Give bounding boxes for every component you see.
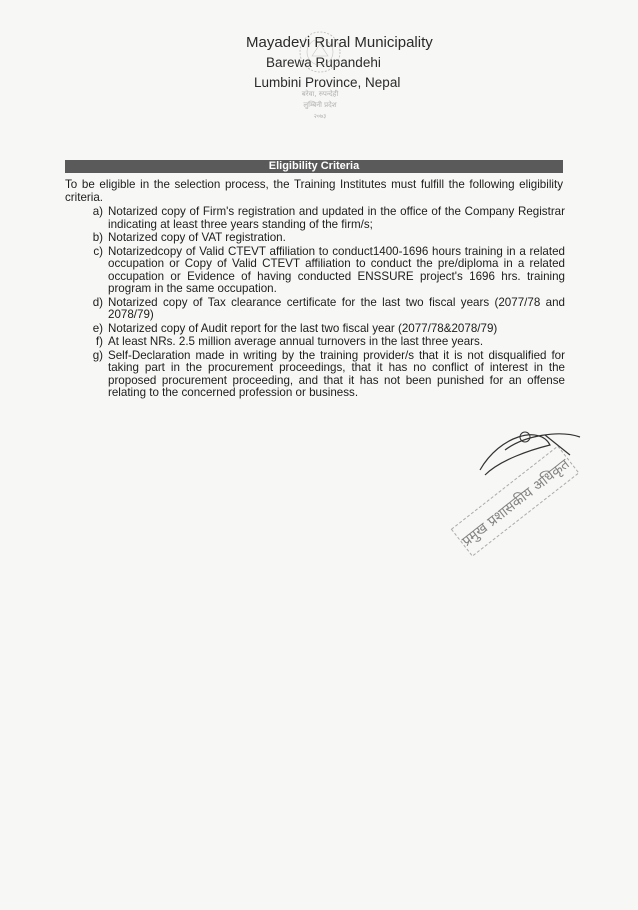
item-text: Notarized copy of VAT registration. [108,231,286,244]
item-text: At least NRs. 2.5 million average annual turnovers in the last three years. [108,335,484,348]
criteria-item [65,350,565,400]
signature-stamp [430,415,600,590]
svg-text:प्रमुख प्रशासकीय अधिकृत: प्रमुख प्रशासकीय अधिकृत [459,456,573,550]
item-label: e) [92,321,103,335]
item-text: Notarizedcopy of Valid CTEVT affiliation to conduct1400-1696 hours training in a related occupation or Copy of Valid CTEVT affiliation to conduct the pre/diploma in a related occupation or Evidence of having conducted ENSSURE project's 1696 hrs. training program in the same occupation. [108,244,565,295]
criteria-item [65,232,565,245]
municipality-name: Mayadevi Rural Municipality [246,34,433,51]
svg-text:बरेवा, रुपन्देही: बरेवा, रुपन्देही [301,90,339,98]
item-label: a) [92,205,103,218]
criteria-item [65,336,565,349]
item-text: Notarized copy of Audit report for the last two fiscal year (2077/78&2078/79) [108,321,498,335]
item-label: b) [92,231,103,244]
criteria-item [65,246,565,296]
intro-paragraph: To be eligible in the selection process, the Training Institutes must fulfill the following eligibility criteria. [65,178,563,204]
svg-text:लुम्बिनी प्रदेश: लुम्बिनी प्रदेश [303,101,337,109]
province-line: Lumbini Province, Nepal [254,75,401,90]
svg-text:२०७३: २०७३ [313,113,327,120]
item-label: d) [92,295,103,309]
item-text: Notarized copy of Firm's registration and updated in the office of the Company Registrar indicating at least three years standing of the firm/s; [108,205,565,231]
item-label: g) [92,348,103,362]
item-text: Notarized copy of Tax clearance certificate for the last two fiscal years (2077/78 and 2078/79) [108,295,565,321]
item-label: c) [93,244,103,258]
item-label: f) [95,335,103,348]
item-text: Self-Declaration made in writing by the training provider/s that it is not disqualified for taking part in the procurement proceedings, that it has no conflict of interest in the proposed procurement proceeding, and that it has not been punished for an offense relating to the concerned profession or business. [108,348,565,399]
address-line: Barewa Rupandehi [266,55,381,70]
criteria-list [65,206,565,401]
section-banner: Eligibility Criteria [65,160,563,173]
municipality-seal [270,26,370,126]
criteria-item [65,297,565,322]
criteria-item [65,323,565,336]
criteria-item [65,206,565,231]
